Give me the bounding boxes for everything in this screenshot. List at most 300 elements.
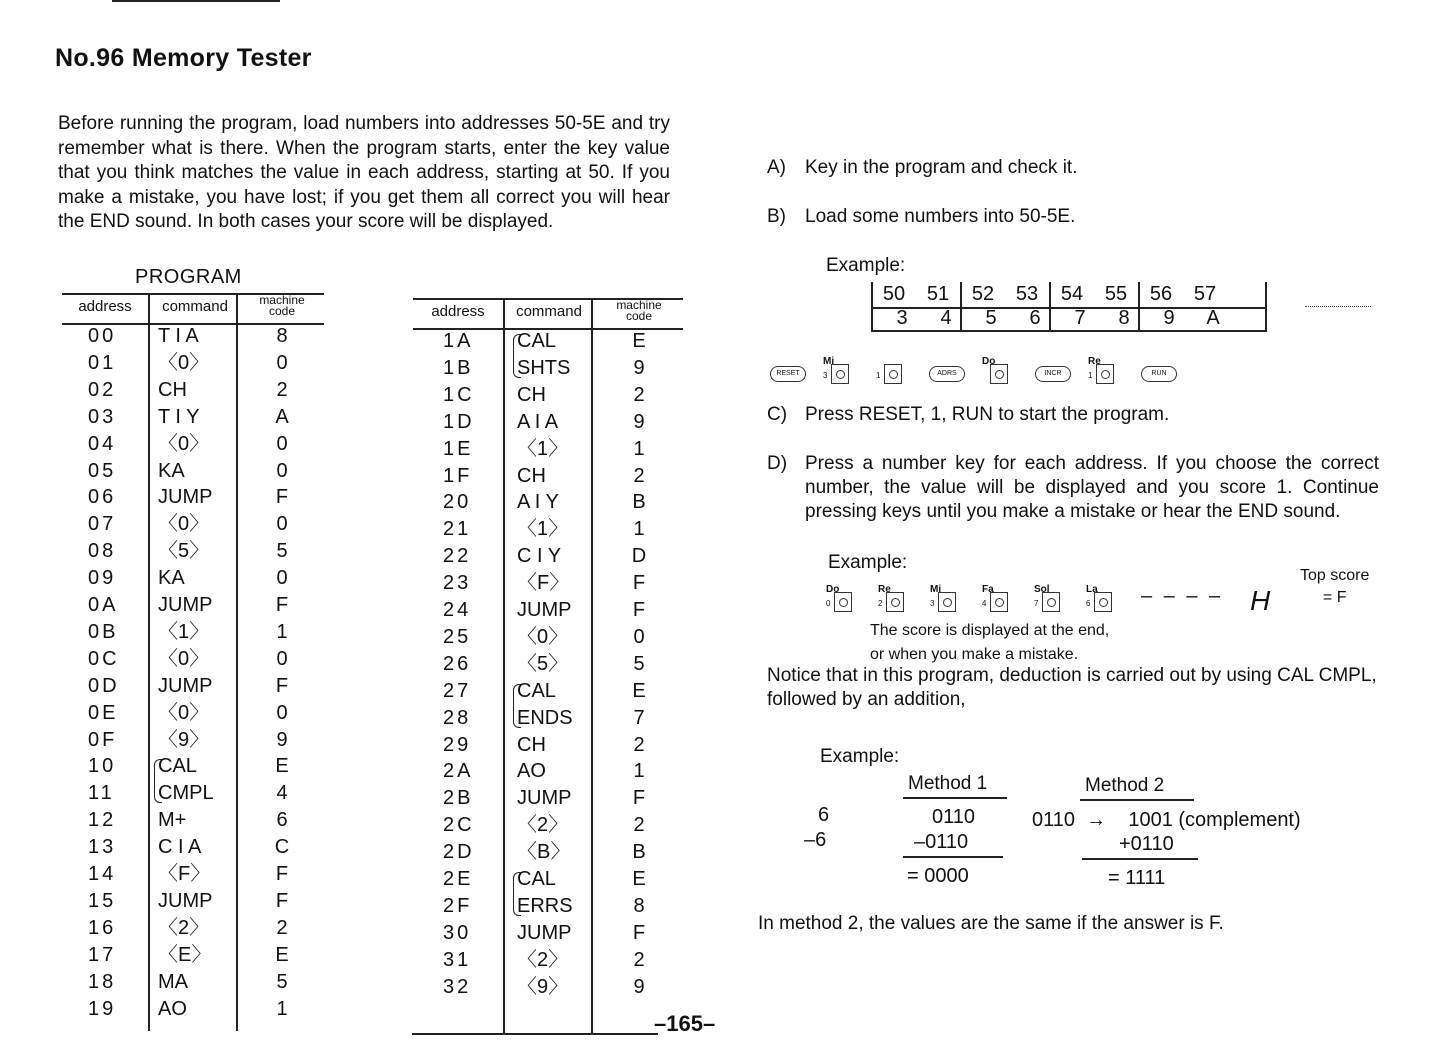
memory-value: 3 <box>896 307 908 329</box>
machine-code-cell: B <box>632 841 646 864</box>
key-dot <box>889 370 898 379</box>
address-cell: 0C <box>88 647 120 670</box>
header-address: address <box>431 303 485 320</box>
header-command: command <box>162 298 228 315</box>
key-note-label: Mi <box>823 356 835 367</box>
number-key-icon <box>930 584 960 614</box>
machine-code-cell: E <box>632 679 646 702</box>
command-cell: 〈2〉 <box>158 916 210 939</box>
key-incr-icon: INCR <box>1035 366 1071 382</box>
table-row <box>413 409 683 436</box>
key-note-label: Do <box>826 584 840 595</box>
method2-sum-line <box>1082 858 1198 860</box>
key-note-label: Do <box>982 356 996 367</box>
address-cell: 15 <box>88 889 117 912</box>
memory-address: 57 <box>1193 283 1217 305</box>
address-cell: 1A <box>443 330 474 352</box>
page-title: No.96 Memory Tester <box>55 44 312 72</box>
header-code: code <box>625 309 653 323</box>
address-cell: 04 <box>88 432 117 455</box>
machine-code-cell: 9 <box>633 975 645 998</box>
address-cell: 14 <box>88 863 117 885</box>
method1-result: = 0000 <box>907 865 969 887</box>
command-cell: 〈2〉 <box>517 814 569 837</box>
key-sub-label: 7 <box>1034 599 1039 608</box>
key-reset-icon: RESET <box>770 366 806 382</box>
address-cell: 17 <box>88 943 117 966</box>
score-note <box>870 619 1109 667</box>
step-d <box>767 452 1379 550</box>
key-sub-label: 1 <box>1088 371 1093 380</box>
machine-code-cell: A <box>275 405 289 428</box>
command-cell: 〈9〉 <box>517 975 569 998</box>
machine-code-cell: 0 <box>276 432 288 455</box>
table-row <box>413 328 683 355</box>
command-cell: AO <box>158 997 187 1020</box>
memory-address: 55 <box>1104 283 1128 305</box>
command-cell: 〈1〉 <box>517 518 569 541</box>
key-sub-label: 2 <box>878 599 883 608</box>
key-adrs-icon: ADRS <box>929 366 965 382</box>
machine-code-cell: F <box>275 486 289 509</box>
command-cell: JUMP <box>517 787 572 810</box>
memory-value: 5 <box>985 307 997 329</box>
memory-value: 4 <box>940 307 952 329</box>
command-cell: JUMP <box>517 599 572 621</box>
key-sub-label: 4 <box>982 599 987 608</box>
machine-code-cell: E <box>632 330 646 352</box>
key-sub-label: 3 <box>823 371 828 380</box>
command-cell: T I Y <box>158 405 200 428</box>
machine-code-cell: 2 <box>276 378 288 401</box>
step-d-label: D) <box>767 453 788 474</box>
table-row <box>413 947 683 974</box>
address-cell: 28 <box>443 706 472 729</box>
address-cell: 1F <box>443 464 473 487</box>
table-row <box>62 538 324 565</box>
program-label: PROGRAM <box>135 266 242 288</box>
key-note-label: Sol <box>1034 584 1050 595</box>
table-row <box>62 861 324 888</box>
step-a-text: Key in the program and check it. <box>805 157 1078 178</box>
table-row <box>62 350 324 377</box>
table-row <box>413 678 683 705</box>
table-row <box>413 651 683 678</box>
key-dot <box>1101 370 1110 379</box>
intro-paragraph: Before running the program, load numbers into addresses 50-5E and try remember what is there. When the program starts, enter the key value that you think matches the value in each address, starting at 50. If you make a mistake, you have lost; if you get them all correct you will hear the END sound. In both cases your score will be displayed. <box>58 113 670 232</box>
key-sequence-guess <box>826 584 1136 618</box>
table-row <box>62 673 324 700</box>
address-cell: 1D <box>443 410 475 433</box>
key-note-label: Fa <box>982 584 994 595</box>
address-cell: 0D <box>88 674 120 697</box>
address-cell: 06 <box>88 486 117 509</box>
table-row <box>413 570 683 597</box>
machine-code-cell: 1 <box>633 760 645 783</box>
table-row <box>62 592 324 619</box>
machine-code-cell: 0 <box>276 459 288 482</box>
address-cell: 1B <box>443 356 474 379</box>
number-key-icon <box>823 356 853 386</box>
address-cell: 08 <box>88 540 117 563</box>
top-score-note <box>1300 565 1369 609</box>
table-row <box>413 893 683 920</box>
machine-code-cell: 0 <box>276 647 288 670</box>
number-key-icon <box>878 584 908 614</box>
continuation-dots <box>1305 306 1371 307</box>
address-cell: 32 <box>443 975 472 998</box>
memory-box-border <box>871 330 1267 332</box>
machine-code-cell: F <box>632 921 646 944</box>
machine-code-cell: 9 <box>633 356 645 379</box>
command-cell: 〈0〉 <box>158 701 210 724</box>
table-row <box>413 758 683 785</box>
machine-code-cell: F <box>275 863 289 885</box>
address-cell: 01 <box>88 351 117 374</box>
operand-2: –6 <box>804 829 827 851</box>
memory-value: 7 <box>1074 307 1086 329</box>
machine-code-cell: 4 <box>276 782 288 805</box>
machine-code-cell: E <box>632 868 646 890</box>
command-cell: 〈1〉 <box>158 620 210 643</box>
command-cell: 〈5〉 <box>158 540 210 563</box>
address-cell: 13 <box>88 836 117 859</box>
address-cell: 10 <box>88 755 117 778</box>
address-cell: 24 <box>443 599 472 621</box>
table-row <box>413 866 683 893</box>
header-machine-code <box>595 298 683 328</box>
table-row <box>62 458 324 485</box>
table-row <box>413 463 683 490</box>
table-row <box>413 974 683 1001</box>
table-row <box>62 700 324 727</box>
command-cell: 〈0〉 <box>158 513 210 536</box>
key-dot <box>995 598 1004 607</box>
command-cell: CMPL <box>158 782 214 805</box>
machine-code-cell: 8 <box>633 894 645 917</box>
table-row <box>62 377 324 404</box>
machine-code-cell: 1 <box>276 997 288 1020</box>
key-dot <box>839 598 848 607</box>
command-cell: A I A <box>517 410 559 433</box>
machine-code-cell: 7 <box>633 706 645 729</box>
command-cell: 〈9〉 <box>158 728 210 751</box>
machine-code-cell: C <box>274 836 290 859</box>
machine-code-cell: F <box>275 594 289 616</box>
machine-code-cell: 0 <box>276 701 288 724</box>
address-cell: 2A <box>443 760 474 783</box>
machine-code-cell: F <box>632 599 646 621</box>
table-row <box>62 834 324 861</box>
number-key-icon <box>826 584 856 614</box>
machine-code-cell: 2 <box>633 383 645 406</box>
table-row <box>62 323 324 350</box>
command-cell: 〈0〉 <box>517 625 569 648</box>
memory-box-border <box>1265 282 1267 332</box>
address-cell: 00 <box>88 325 117 347</box>
page-number: –165– <box>654 1011 716 1036</box>
command-cell: MA <box>158 970 188 993</box>
machine-code-cell: 0 <box>633 625 645 648</box>
method1-line2: –0110 <box>914 831 969 853</box>
table-bottom-rule <box>412 1033 658 1035</box>
example-label-2: Example: <box>828 552 908 573</box>
command-cell: CH <box>517 464 546 487</box>
table-row <box>62 915 324 942</box>
key-dot <box>891 598 900 607</box>
method2-line2: +0110 <box>1119 833 1174 855</box>
command-cell: 〈1〉 <box>517 437 569 460</box>
address-cell: 05 <box>88 459 117 482</box>
command-cell: JUMP <box>158 674 213 697</box>
key-dot <box>995 370 1004 379</box>
key-dot <box>1047 598 1056 607</box>
address-cell: 18 <box>88 970 117 993</box>
machine-code-cell: 2 <box>633 814 645 837</box>
step-d-text: Press a number key for each address. If you choose the correct number, the value will be displayed and you score 1. Continue pressing keys until you make a mistake or hear the END sound. <box>805 453 1379 522</box>
method1-title: Method 1 <box>908 773 988 794</box>
command-cell: JUMP <box>158 594 213 616</box>
key-dot <box>943 598 952 607</box>
command-cell: JUMP <box>517 921 572 944</box>
machine-code-cell: 2 <box>633 464 645 487</box>
command-cell: 〈0〉 <box>158 432 210 455</box>
address-cell: 0F <box>88 728 118 751</box>
address-cell: 0E <box>88 701 119 724</box>
method1-underline <box>903 797 1007 799</box>
machine-code-cell: 5 <box>276 540 288 563</box>
key-run-icon: RUN <box>1141 366 1177 382</box>
memory-address: 53 <box>1015 283 1039 305</box>
memory-example <box>868 282 1268 332</box>
method2-underline <box>1080 799 1194 801</box>
memory-pair-divider <box>960 282 962 332</box>
command-cell: 〈5〉 <box>517 652 569 675</box>
machine-code-cell: 9 <box>633 410 645 433</box>
command-cell: CAL <box>517 679 556 702</box>
command-cell: M+ <box>158 809 187 832</box>
step-c-text: Press RESET, 1, RUN to start the program. <box>805 404 1170 425</box>
score-note-line1: The score is displayed at the end, <box>870 622 1110 639</box>
address-cell: 25 <box>443 625 472 648</box>
machine-code-cell: 5 <box>633 652 645 675</box>
machine-code-cell: 1 <box>633 437 645 460</box>
top-score-line2: = F <box>1322 589 1347 606</box>
key-dot <box>1099 598 1108 607</box>
memory-address: 50 <box>882 283 906 305</box>
program-table-1 <box>62 293 324 1031</box>
address-cell: 07 <box>88 513 117 536</box>
memory-address: 52 <box>971 283 995 305</box>
table-row <box>413 624 683 651</box>
notice-paragraph: Notice that in this program, deduction is carried out by using CAL CMPL, followed by an addition, <box>767 665 1377 710</box>
number-key-icon <box>876 356 906 386</box>
cal-brace <box>154 759 162 803</box>
step-a <box>767 156 1379 182</box>
header-machine: machine <box>259 293 305 307</box>
command-cell: 〈0〉 <box>158 351 210 374</box>
table-row <box>413 543 683 570</box>
machine-code-cell: E <box>275 755 289 778</box>
method2-line1: 0110 → 1001 (complement) <box>1032 809 1301 831</box>
machine-code-cell: 2 <box>633 733 645 756</box>
address-cell: 09 <box>88 567 117 590</box>
command-cell: SHTS <box>517 356 571 379</box>
address-cell: 2B <box>443 787 474 810</box>
address-cell: 16 <box>88 916 117 939</box>
address-cell: 0B <box>88 620 119 643</box>
machine-code-cell: F <box>632 572 646 595</box>
address-cell: 26 <box>443 652 472 675</box>
table-row <box>62 780 324 807</box>
top-score-line1: Top score <box>1300 567 1370 584</box>
cal-brace <box>513 872 521 916</box>
key-note-label: Re <box>1088 356 1101 367</box>
command-cell: CH <box>517 733 546 756</box>
table-row <box>62 646 324 673</box>
key-note-label: Re <box>878 584 891 595</box>
table-row <box>413 732 683 759</box>
address-cell: 22 <box>443 545 472 568</box>
command-cell: 〈F〉 <box>158 863 211 885</box>
table-row <box>62 404 324 431</box>
dash-sequence: – – – – <box>1141 585 1224 607</box>
address-cell: 2F <box>443 894 473 917</box>
command-cell: 〈E〉 <box>158 943 212 966</box>
step-a-label: A) <box>767 157 786 178</box>
memory-pair-divider <box>1138 282 1140 332</box>
key-sub-label: 1 <box>876 371 881 380</box>
header-machine: machine <box>616 298 662 312</box>
command-cell: CAL <box>517 868 556 890</box>
command-cell: T I A <box>158 325 199 347</box>
command-cell: A I Y <box>517 491 559 514</box>
method1-sum-line <box>903 856 1003 858</box>
command-cell: CAL <box>517 330 556 352</box>
key-sub-label: 3 <box>930 599 935 608</box>
address-cell: 21 <box>443 518 472 541</box>
key-note-label: Mi <box>930 584 942 595</box>
machine-code-cell: 6 <box>276 809 288 832</box>
header-machine-code <box>240 293 324 323</box>
table-row <box>413 705 683 732</box>
machine-code-cell: 0 <box>276 351 288 374</box>
table-row <box>413 839 683 866</box>
address-cell: 1E <box>443 437 474 460</box>
calc-example-label: Example: <box>820 746 900 767</box>
table-row <box>413 812 683 839</box>
machine-code-cell: B <box>632 491 646 514</box>
machine-code-cell: F <box>275 889 289 912</box>
table-row <box>62 619 324 646</box>
header-code: code <box>268 304 296 318</box>
table-row <box>62 753 324 780</box>
address-cell: 11 <box>88 782 115 805</box>
table-row <box>62 565 324 592</box>
command-cell: C I A <box>158 836 202 859</box>
step-b <box>767 205 1379 231</box>
method1-line1: 0110 <box>932 806 976 828</box>
memory-value: 9 <box>1163 307 1175 329</box>
command-cell: 〈0〉 <box>158 647 210 670</box>
machine-code-cell: F <box>632 787 646 810</box>
address-cell: 1C <box>443 383 475 406</box>
table-row <box>62 511 324 538</box>
table-row <box>413 920 683 947</box>
address-cell: 29 <box>443 733 472 756</box>
command-cell: C I Y <box>517 545 562 568</box>
address-cell: 19 <box>88 997 117 1020</box>
machine-code-cell: E <box>275 943 289 966</box>
table-row <box>62 996 324 1023</box>
command-cell: 〈F〉 <box>517 572 570 595</box>
header-address: address <box>78 298 132 315</box>
table-row <box>62 727 324 754</box>
number-key-icon <box>1088 356 1118 386</box>
memory-value: 8 <box>1118 307 1130 329</box>
memory-pair-divider <box>1049 282 1051 332</box>
address-cell: 27 <box>443 679 472 702</box>
command-cell: 〈2〉 <box>517 948 569 971</box>
top-rule <box>112 0 280 2</box>
table-row <box>413 436 683 463</box>
key-note-label: La <box>1086 584 1098 595</box>
key-sub-label: 6 <box>1086 599 1091 608</box>
command-cell: 〈B〉 <box>517 841 571 864</box>
address-cell: 02 <box>88 378 117 401</box>
step-c-label: C) <box>767 404 788 425</box>
score-note-line2: or when you make a mistake. <box>870 646 1079 663</box>
address-cell: 23 <box>443 572 472 595</box>
machine-code-cell: 0 <box>276 567 288 590</box>
command-cell: JUMP <box>158 889 213 912</box>
machine-code-cell: 1 <box>633 518 645 541</box>
address-cell: 0A <box>88 594 119 616</box>
address-cell: 2E <box>443 868 474 890</box>
command-cell: CH <box>158 378 187 401</box>
table-row <box>62 888 324 915</box>
command-cell: JUMP <box>158 486 213 509</box>
machine-code-cell: 8 <box>276 325 288 347</box>
memory-address: 56 <box>1149 283 1173 305</box>
final-note: In method 2, the values are the same if the answer is F. <box>758 913 1224 934</box>
machine-code-cell: 5 <box>276 970 288 993</box>
memory-address: 51 <box>926 283 950 305</box>
number-key-icon <box>1086 584 1116 614</box>
address-cell: 12 <box>88 809 117 832</box>
command-cell: CH <box>517 383 546 406</box>
memory-value: 6 <box>1029 307 1041 329</box>
operand-1: 6 <box>818 804 830 826</box>
cal-brace <box>513 334 521 378</box>
step-c <box>767 403 1379 429</box>
memory-address: 54 <box>1060 283 1084 305</box>
table-row <box>62 431 324 458</box>
command-cell: AO <box>517 760 546 783</box>
step-b-text: Load some numbers into 50-5E. <box>805 206 1076 227</box>
command-cell: KA <box>158 567 185 590</box>
machine-code-cell: F <box>275 674 289 697</box>
address-cell: 03 <box>88 405 117 428</box>
table-row <box>413 355 683 382</box>
machine-code-cell: 2 <box>633 948 645 971</box>
method2-title: Method 2 <box>1085 775 1165 796</box>
header-command: command <box>516 303 582 320</box>
command-cell: KA <box>158 459 185 482</box>
machine-code-cell: D <box>631 545 647 568</box>
table-row <box>413 516 683 543</box>
memory-value: A <box>1206 307 1220 329</box>
